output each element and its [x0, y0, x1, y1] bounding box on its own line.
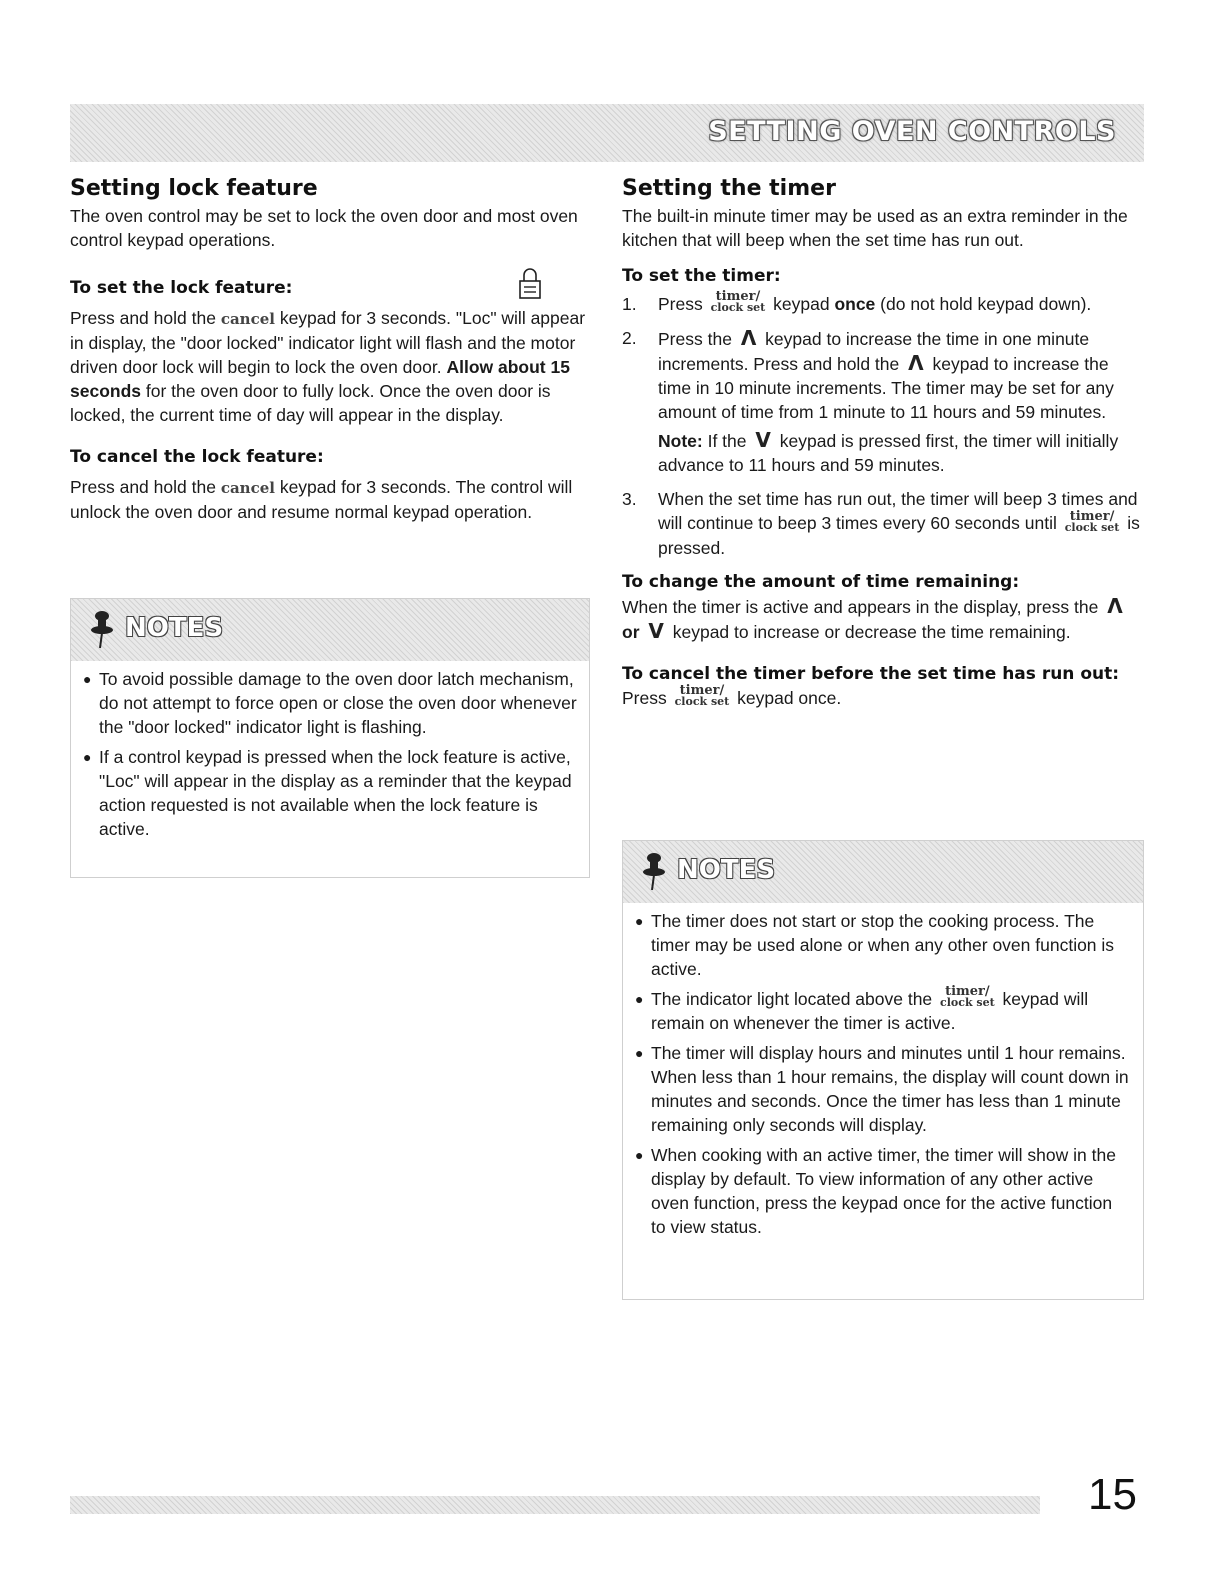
note-item: ● The indicator light located above the timer/ clock set keypad will remain on whenever the timer is active. — [635, 984, 1089, 1034]
set-lock-row — [70, 266, 592, 300]
note-item: ● To avoid possible damage to the oven door latch mechanism, do not attempt to force open or close the oven door whenever the "door locked" indicator light is flashing. — [83, 669, 577, 737]
lock-icon — [518, 266, 542, 300]
change-time-text: When the timer is active and appears in the display, press the Λ or V keypad to increase or decrease the time remaining. — [622, 593, 1123, 643]
section-title: SETTING OVEN CONTROLS — [708, 116, 1116, 147]
notes-header — [623, 841, 1143, 903]
timer-clock-set-key: timer/ clock set — [1064, 508, 1120, 534]
pushpin-icon — [89, 609, 115, 649]
left-column — [70, 174, 592, 524]
timer-clock-set-key: timer/ clock set — [940, 984, 995, 1010]
timer-clock-set-key: timer/ clock set — [674, 683, 730, 709]
step-1: 1. Press timer/ clock set keypad once (do not hold keypad down). — [622, 289, 1092, 315]
note-item: ● If a control keypad is pressed when the lock feature is active, "Loc" will appear in the display as a reminder that the keypad action requested is not available when the lock feature is active. — [83, 747, 572, 839]
lock-notes-box — [70, 598, 590, 878]
up-arrow-icon: Λ — [1107, 593, 1123, 618]
lock-heading: Setting lock feature — [70, 176, 318, 201]
change-time-title: To change the amount of time remaining: — [622, 571, 1020, 592]
timer-notes-box — [622, 840, 1144, 1300]
timer-heading: Setting the timer — [622, 176, 836, 201]
notes-header — [71, 599, 589, 661]
page-number: 15 — [1088, 1470, 1137, 1519]
timer-clock-set-key: timer/ clock set — [710, 289, 766, 315]
lock-intro: The oven control may be set to lock the oven door and most oven control keypad operations. — [70, 206, 578, 250]
footer-band — [70, 1496, 1040, 1514]
pushpin-icon — [641, 851, 667, 891]
step-2: 2. Press the Λ keypad to increase the time in one minute increments. Press and hold the Λ keypad to increase the time in 10 minute increments. The timer may be set for any amount of time from 1 minute to 11 hours and 59 minutes. Note: If the V keypad is pressed first, the timer will initially advance to 11 hours and 59 minutes. — [622, 326, 1119, 476]
cancel-lock-text: Press and hold the cancel keypad for 3 seconds. The control will unlock the oven door and resume normal keypad operation. — [70, 477, 573, 522]
header-band — [70, 104, 1144, 162]
timer-intro: The built-in minute timer may be used as an extra reminder in the kitchen that will beep when the set time has run out. — [622, 206, 1128, 250]
set-lock-title: To set the lock feature: — [70, 278, 293, 298]
cancel-key: cancel — [220, 479, 275, 497]
cancel-lock-title: To cancel the lock feature: — [70, 447, 324, 467]
up-arrow-icon: Λ — [740, 326, 757, 351]
set-lock-text: Press and hold the cancel keypad for 3 seconds. "Loc" will appear in display, the "door locked" indicator light will flash and the motor driven door lock will begin to lock the oven door. Allow about 15 seconds for the oven door to fully lock. Once the oven door is locked, the current time of day will appear in the display. — [70, 308, 586, 425]
cancel-timer-text: Press timer/ clock set keypad once. — [622, 683, 842, 709]
timer-steps — [622, 289, 1144, 564]
cancel-key: cancel — [220, 310, 275, 328]
down-arrow-icon: V — [755, 428, 771, 453]
up-arrow-icon: Λ — [908, 351, 924, 376]
note-item: ● The timer does not start or stop the cooking process. The timer may be used alone or when any other oven function is active. — [635, 911, 1115, 979]
right-column — [622, 174, 1144, 710]
note-item: ● The timer will display hours and minutes until 1 hour remains. When less than 1 hour remains, the display will count down in minutes and seconds. Once the timer has less than 1 minute remaining only seconds will display. — [635, 1043, 1129, 1136]
note-item: ● When cooking with an active timer, the timer will show in the display by default. To view information of any other active oven function, press the keypad once for the active function to view status. — [635, 1145, 1116, 1238]
notes-title: NOTES — [677, 855, 776, 885]
step-3: 3. When the set time has run out, the timer will beep 3 times and will continue to beep 3 times every 60 seconds until timer/ clock set is pressed. — [622, 489, 1140, 558]
cancel-timer-title: To cancel the timer before the set time has run out: — [622, 663, 1120, 684]
down-arrow-icon: V — [648, 618, 664, 643]
notes-title: NOTES — [125, 613, 224, 643]
set-timer-title: To set the timer: — [622, 266, 781, 286]
